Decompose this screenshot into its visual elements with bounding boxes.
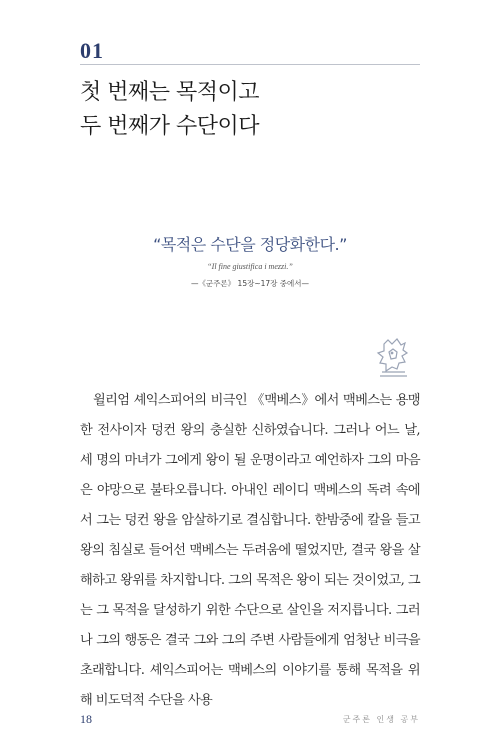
body-paragraph: 윌리엄 셰익스피어의 비극인 《맥베스》에서 맥베스는 용맹한 전사이자 덩컨 왕의 충실한 신하였습니다. 그러나 어느 날, 세 명의 마녀가 그에게 왕이 될 운명이라고 예언하자 그의 마음은 야망으로 불타오릅니다. 아내인 레이디 맥베스의 독려 속에서 그는 덩컨 왕을 암살하기로 결심합니다. 한밤중에 칼을 들고 왕의 침실로 들어선 맥베스는 두려움에 떨었지만, 결국 왕을 살해하고 왕위를 차지합니다. 그의 목적은 왕이 되는 것이었고, 그는 그 목적을 달성하기 위한 수단으로 살인을 저지릅니다. 그러나 그의 행동은 결국 그와 그의 주변 사람들에게 엄청난 비극을 초래합니다. 셰익스피어는 맥베스의 이야기를 통해 목적을 위해 비도덕적 수단을 사용 [80, 393, 420, 708]
chapter-number: 01 [80, 38, 104, 63]
lion-emblem-icon [372, 336, 414, 382]
chapter-divider [80, 64, 420, 65]
chapter-title [80, 76, 420, 144]
chapter-title-line-2: 두 번째가 수단이다 [80, 114, 260, 139]
epigraph-quote: “목적은 수단을 정당화한다.” [153, 235, 347, 254]
body-text [80, 386, 420, 716]
epigraph-original: “Il fine giustifica i mezzi.” [207, 262, 293, 271]
page-number: 18 [80, 712, 92, 726]
running-head: 군주론 인생 공부 [342, 715, 420, 724]
epigraph-source: —《군주론》 15장~17장 중에서— [190, 279, 310, 288]
chapter-title-line-1: 첫 번째는 목적이고 [80, 80, 260, 105]
